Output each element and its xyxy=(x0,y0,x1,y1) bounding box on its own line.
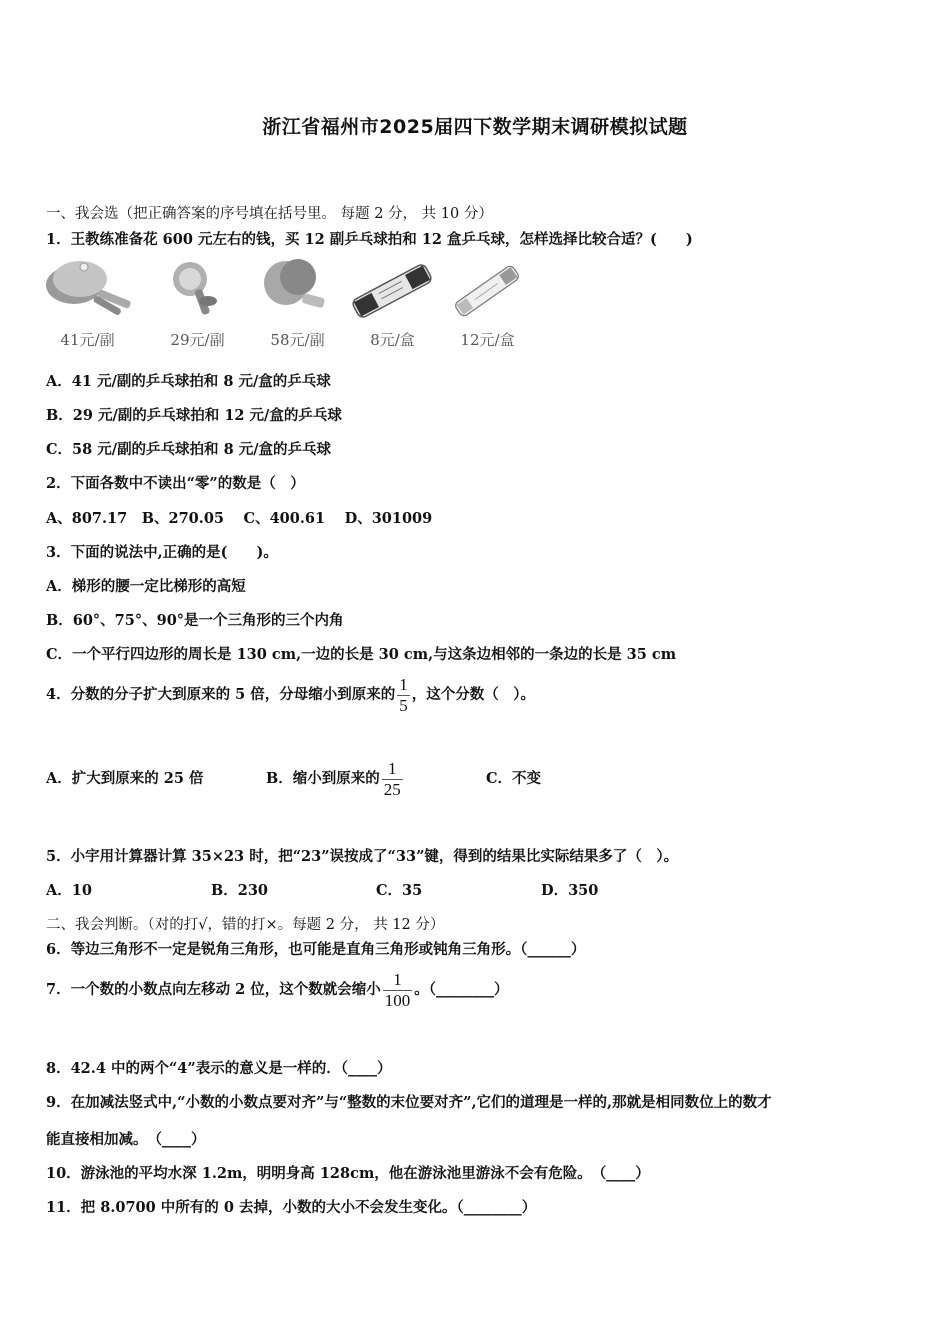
question-11: 11．把 8.0700 中所有的 0 去掉，小数的大小不会发生变化。（________） xyxy=(46,1199,537,1216)
fraction-denominator: 100 xyxy=(384,990,411,1010)
product-1 xyxy=(40,255,135,355)
q4-stem-before: 4．分数的分子扩大到原来的 5 倍，分母缩小到原来的 xyxy=(46,686,396,704)
q7-stem-before: 7．一个数的小数点向左移动 2 位，这个数就会缩小 xyxy=(46,981,381,999)
q7-stem-after: 。（________） xyxy=(414,981,509,999)
q5-option-a: A．10 xyxy=(46,882,92,899)
product-4 xyxy=(345,255,440,355)
q5-option-d: D．350 xyxy=(541,882,599,899)
question-2: 2．下面各数中不读出“零”的数是（ ） xyxy=(46,475,305,492)
question-6: 6．等边三角形不一定是锐角三角形，也可能是直角三角形或钝角三角形。（______） xyxy=(46,941,586,958)
fraction-denominator: 5 xyxy=(399,695,408,715)
question-1: 1．王教练准备花 600 元左右的钱，买 12 副乒乓球拍和 12 盒乒乓球，怎样选择比较合适？( ) xyxy=(46,231,693,248)
question-8: 8．42.4 中的两个“4”表示的意义是一样的．（____） xyxy=(46,1060,392,1077)
question-5: 5．小宇用计算器计算 35×23 时，把“23”误按成了“33”键，得到的结果比实际结果多了（ ）。 xyxy=(46,848,679,865)
price-label: 8元/盒 xyxy=(370,331,415,349)
product-3 xyxy=(250,255,345,355)
ball-tube-icon xyxy=(345,255,440,327)
section-1-heading: 一、我会选（把正确答案的序号填在括号里。 每题 2 分， 共 10 分） xyxy=(46,206,493,222)
section-2-heading: 二、我会判断。（对的打√，错的打×。每题 2 分， 共 12 分） xyxy=(46,917,445,933)
q1-option-c: C．58 元/副的乒乓球拍和 8 元/盒的乒乓球 xyxy=(46,441,332,458)
q2-options: A、807.17 B、270.05 C、400.61 D、301009 xyxy=(46,510,433,527)
q4-option-b xyxy=(266,759,486,799)
q1-option-a: A．41 元/副的乒乓球拍和 8 元/盒的乒乓球 xyxy=(46,373,331,390)
fraction-numerator: 1 xyxy=(399,675,408,694)
question-9-line-2: 能直接相加减。 （____） xyxy=(46,1131,206,1148)
price-label: 41元/副 xyxy=(60,331,115,349)
question-3: 3．下面的说法中,正确的是( )。 xyxy=(46,544,278,561)
product-5 xyxy=(440,255,535,355)
q3-option-c: C．一个平行四边形的周长是 130 cm,一边的长是 30 cm,与这条边相邻的一条边的长是 35 cm xyxy=(46,646,677,663)
page-title: 浙江省福州市2025届四下数学期末调研模拟试题 xyxy=(262,116,688,138)
fraction-denominator: 25 xyxy=(383,779,401,799)
paddle-icon xyxy=(150,255,245,327)
q4-stem-after: ，这个分数（ ）。 xyxy=(411,686,536,704)
q4-options xyxy=(46,759,541,799)
fraction-numerator: 1 xyxy=(388,759,397,778)
price-label: 29元/副 xyxy=(170,331,225,349)
q4-fraction xyxy=(397,675,410,715)
q4-option-a: A．扩大到原来的 25 倍 xyxy=(46,770,204,788)
question-9-line-1: 9．在加减法竖式中,“小数的小数点要对齐”与“整数的末位要对齐”,它们的道理是一样的,那就是相同数位上的数才 xyxy=(46,1094,772,1111)
q3-option-b: B．60°、75°、90°是一个三角形的三个内角 xyxy=(46,612,344,629)
price-label: 12元/盒 xyxy=(460,331,515,349)
q4-option-b-text: B．缩小到原来的 xyxy=(266,770,380,788)
question-7 xyxy=(46,970,509,1010)
q7-fraction xyxy=(383,970,413,1010)
question-4 xyxy=(46,675,535,715)
q1-option-b: B．29 元/副的乒乓球拍和 12 元/盒的乒乓球 xyxy=(46,407,342,424)
ball-tube-icon xyxy=(440,255,535,327)
q5-option-b: B．230 xyxy=(211,882,269,899)
q3-option-a: A．梯形的腰一定比梯形的高短 xyxy=(46,578,246,595)
price-label: 58元/副 xyxy=(270,331,325,349)
product-images xyxy=(40,255,540,355)
q5-option-c: C．35 xyxy=(376,882,423,899)
q4-option-b-fraction xyxy=(382,759,403,799)
paddle-icon xyxy=(250,255,345,327)
fraction-numerator: 1 xyxy=(393,970,402,989)
paddle-pair-icon xyxy=(40,255,135,327)
question-10: 10．游泳池的平均水深 1.2m，明明身高 128cm，他在游泳池里游泳不会有危险。 （____） xyxy=(46,1165,650,1182)
q5-options xyxy=(46,879,598,900)
q4-option-c: C．不变 xyxy=(486,770,542,788)
product-2 xyxy=(150,255,245,355)
